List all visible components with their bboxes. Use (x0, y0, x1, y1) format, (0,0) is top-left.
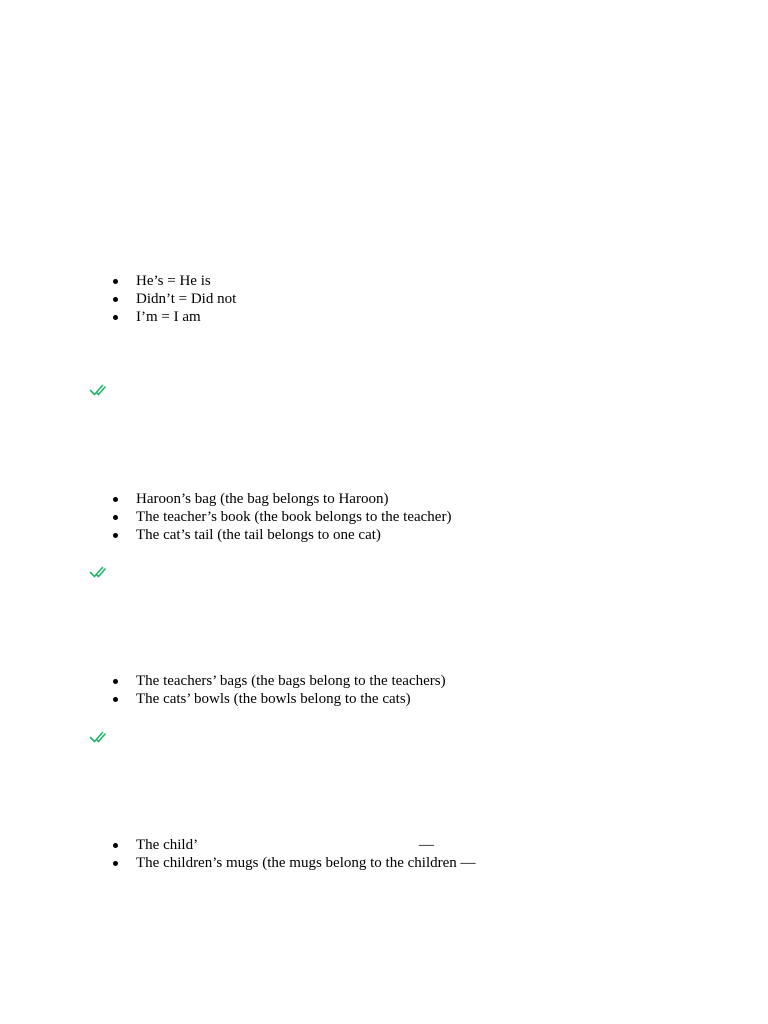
list-item-text: The children’s mugs (the mugs belong to the children — (136, 855, 476, 871)
list-item (112, 290, 236, 308)
plural-possessive-list (112, 672, 446, 708)
bullet-icon (113, 697, 118, 702)
list-item (112, 308, 236, 326)
irregular-plural-list (112, 836, 476, 872)
list-item-dash: — (419, 837, 434, 853)
double-check-icon (89, 565, 106, 580)
list-item-text: The cats’ bowls (the bowls belong to the cats) (136, 691, 411, 707)
list-item (112, 690, 446, 708)
list-item-text: The cat’s tail (the tail belongs to one cat) (136, 527, 381, 543)
list-item (112, 508, 451, 526)
double-check-icon (89, 730, 106, 745)
bullet-icon (113, 297, 118, 302)
bullet-icon (113, 515, 118, 520)
list-item (112, 490, 451, 508)
list-item-text: The teachers’ bags (the bags belong to the teachers) (136, 673, 446, 689)
list-item-text: I’m = I am (136, 309, 201, 325)
double-check-icon (89, 383, 106, 398)
list-item-text: Didn’t = Did not (136, 291, 237, 307)
list-item (112, 272, 236, 290)
list-item (112, 526, 451, 544)
bullet-icon (113, 679, 118, 684)
bullet-icon (113, 861, 118, 866)
list-item-text: Haroon’s bag (the bag belongs to Haroon) (136, 491, 389, 507)
singular-possessive-list (112, 490, 451, 544)
bullet-icon (113, 315, 118, 320)
contractions-list (112, 272, 236, 326)
list-item (112, 836, 476, 854)
list-item-text: The child’ (136, 837, 199, 853)
bullet-icon (113, 497, 118, 502)
list-item (112, 672, 446, 690)
list-item-text: He’s = He is (136, 273, 211, 289)
list-item-text: The teacher’s book (the book belongs to the teacher) (136, 509, 452, 525)
bullet-icon (113, 533, 118, 538)
bullet-icon (113, 843, 118, 848)
bullet-icon (113, 279, 118, 284)
list-item (112, 854, 476, 872)
